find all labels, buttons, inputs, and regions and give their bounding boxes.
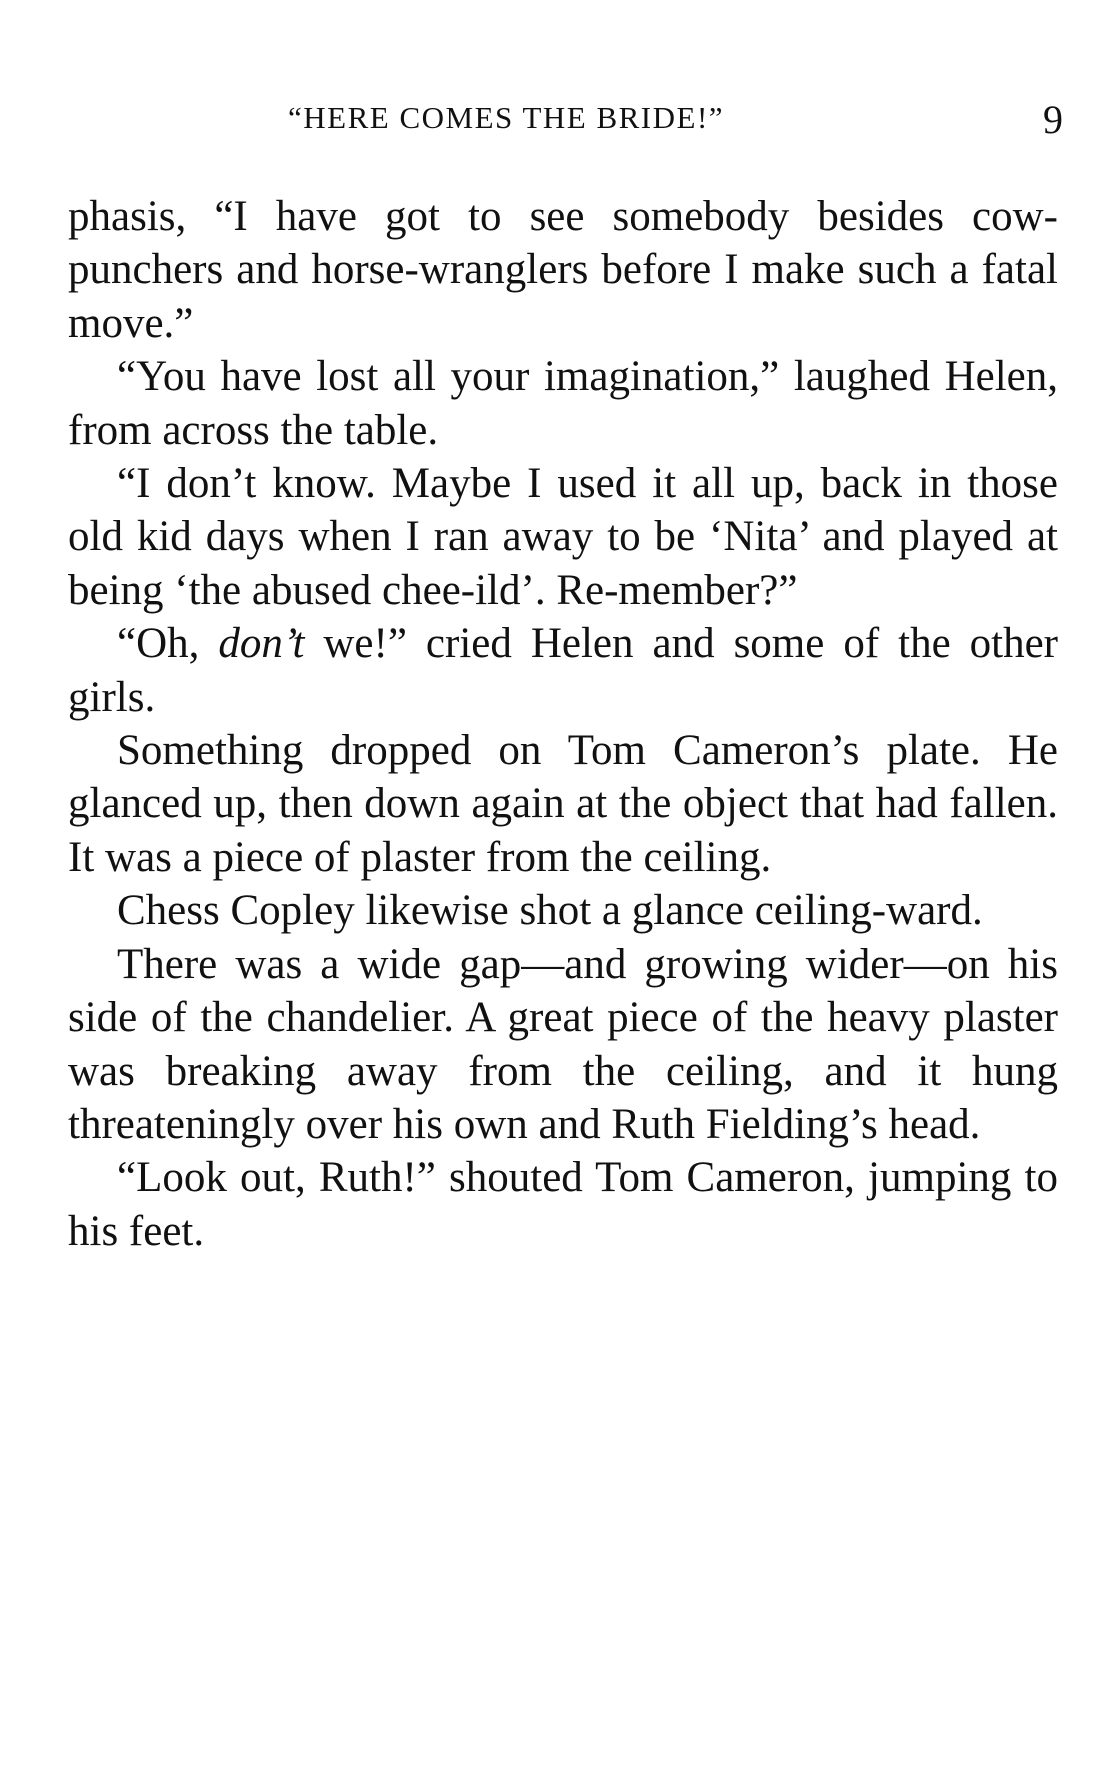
- paragraph: [68, 724, 1058, 884]
- text-run: Chess Copley likewise shot a glance ceiling-ward.: [117, 887, 983, 935]
- paragraph: [68, 457, 1058, 617]
- page-number: 9: [1043, 97, 1063, 142]
- running-title: “HERE COMES THE BRIDE!”: [288, 100, 725, 135]
- paragraph: [68, 938, 1058, 1152]
- text-run: we!” cried Helen and some of the other girls.: [68, 620, 1058, 721]
- text-run: “Oh,: [117, 620, 219, 668]
- text-run: “I don’t know. Maybe I used it all up, back in those old kid days when I ran away to be ‘Nita’ and played at being ‘the abused chee-ild’. Re-member?”: [68, 460, 1058, 614]
- paragraph: [68, 884, 1058, 937]
- text-run: “Look out, Ruth!” shouted Tom Cameron, jumping to his feet.: [68, 1154, 1058, 1255]
- paragraph: [68, 617, 1058, 724]
- body-text: [68, 190, 1058, 1258]
- running-head: [0, 92, 1119, 142]
- text-run: phasis, “I have got to see somebody besides cow-punchers and horse-wranglers before I make such a fatal move.”: [68, 193, 1058, 347]
- paragraph: [68, 190, 1058, 350]
- text-run: There was a wide gap—and growing wider—on his side of the chandelier. A great piece of the heavy plaster was breaking away from the ceiling, and it hung threateningly over his own and Ruth Fielding’s head.: [68, 940, 1058, 1148]
- paragraph: [68, 1151, 1058, 1258]
- text-run: Something dropped on Tom Cameron’s plate. He glanced up, then down again at the object that had fallen. It was a piece of plaster from the ceiling.: [68, 727, 1058, 881]
- italic-text: don’t: [218, 620, 305, 668]
- paragraph: [68, 350, 1058, 457]
- text-run: “You have lost all your imagination,” laughed Helen, from across the table.: [68, 353, 1058, 454]
